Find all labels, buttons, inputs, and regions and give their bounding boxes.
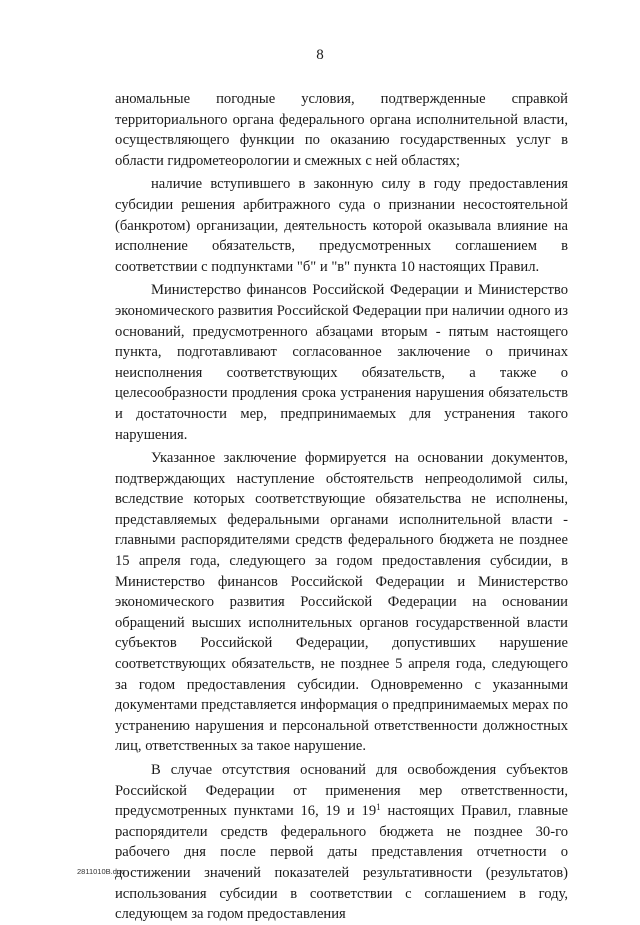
paragraph-conclusion-basis: Указанное заключение формируется на основании документов, подтверждающих наступление обстоятельств непреодолимой силы, вследствие которых соответствующие обязательства не исполнены, представляемых федеральными органами исполнительной власти - главными распорядителями средств федерального бюджета не позднее 15 апреля года, следующего за годом предоставления субсидии, в Министерство финансов Российской Федерации и Министерство экономического развития Российской Федерации на основании обращений высших исполнительных органов государственной власти субъектов Российской Федерации, допустивших нарушение соответствующих обязательств, не позднее 5 апреля года, следующего за годом предоставления субсидии. Одновременно с указанными документами представляется информация о предпринимаемых мерах по устранению нарушения и персональной ответственности должностных лиц, ответственных за такое нарушение.	[115, 450, 568, 755]
paragraph-text-after: настоящих Правил, главные распорядители средств федерального бюджета не позднее 30-го рабочего дня после первой даты представления отчетности о достижении значений показателей результативности (результатов) использования субсидии в соответствии с соглашением в году, следующем за годом предоставления	[115, 803, 569, 923]
paragraph-ministries-conclusion: Министерство финансов Российской Федерации и Министерство экономического развития Российской Федерации при наличии одного из оснований, предусмотренного абзацами вторым - пятым настоящего пункта, подготавливают согласованное заключение о причинах неисполнения соответствующих обязательств, а также о целесообразности продления срока устранения нарушения обязательств и достаточности мер, предпринимаемых для устранения такого нарушения.	[115, 282, 568, 443]
document-body	[115, 89, 568, 925]
paragraph-absence-of-grounds	[115, 760, 568, 925]
paragraph-bankruptcy-ruling: наличие вступившего в законную силу в году предоставления субсидии решения арбитражного суда о признании несостоятельной (банкротом) организации, деятельность которой оказывала влияние на исполнение обязательств, предусмотренных соглашением в соответствии с подпунктами "б" и "в" пункта 10 настоящих Правил.	[115, 176, 568, 275]
superscript-marker: 1	[376, 802, 381, 813]
page-number: 8	[316, 47, 324, 63]
paragraph-weather-conditions: аномальные погодные условия, подтвержденные справкой территориального органа федерального органа исполнительной власти, осуществляющего функции по оказанию государственных услуг в области гидрометеорологии и смежных с ней областях;	[115, 91, 568, 169]
paragraph-text-before: В случае отсутствия оснований для освобождения субъектов Российской Федерации от применения мер ответственности, предусмотренных пунктами 16, 19 и 19	[115, 762, 568, 820]
footer-filename: 2811010В.doc	[77, 867, 125, 876]
